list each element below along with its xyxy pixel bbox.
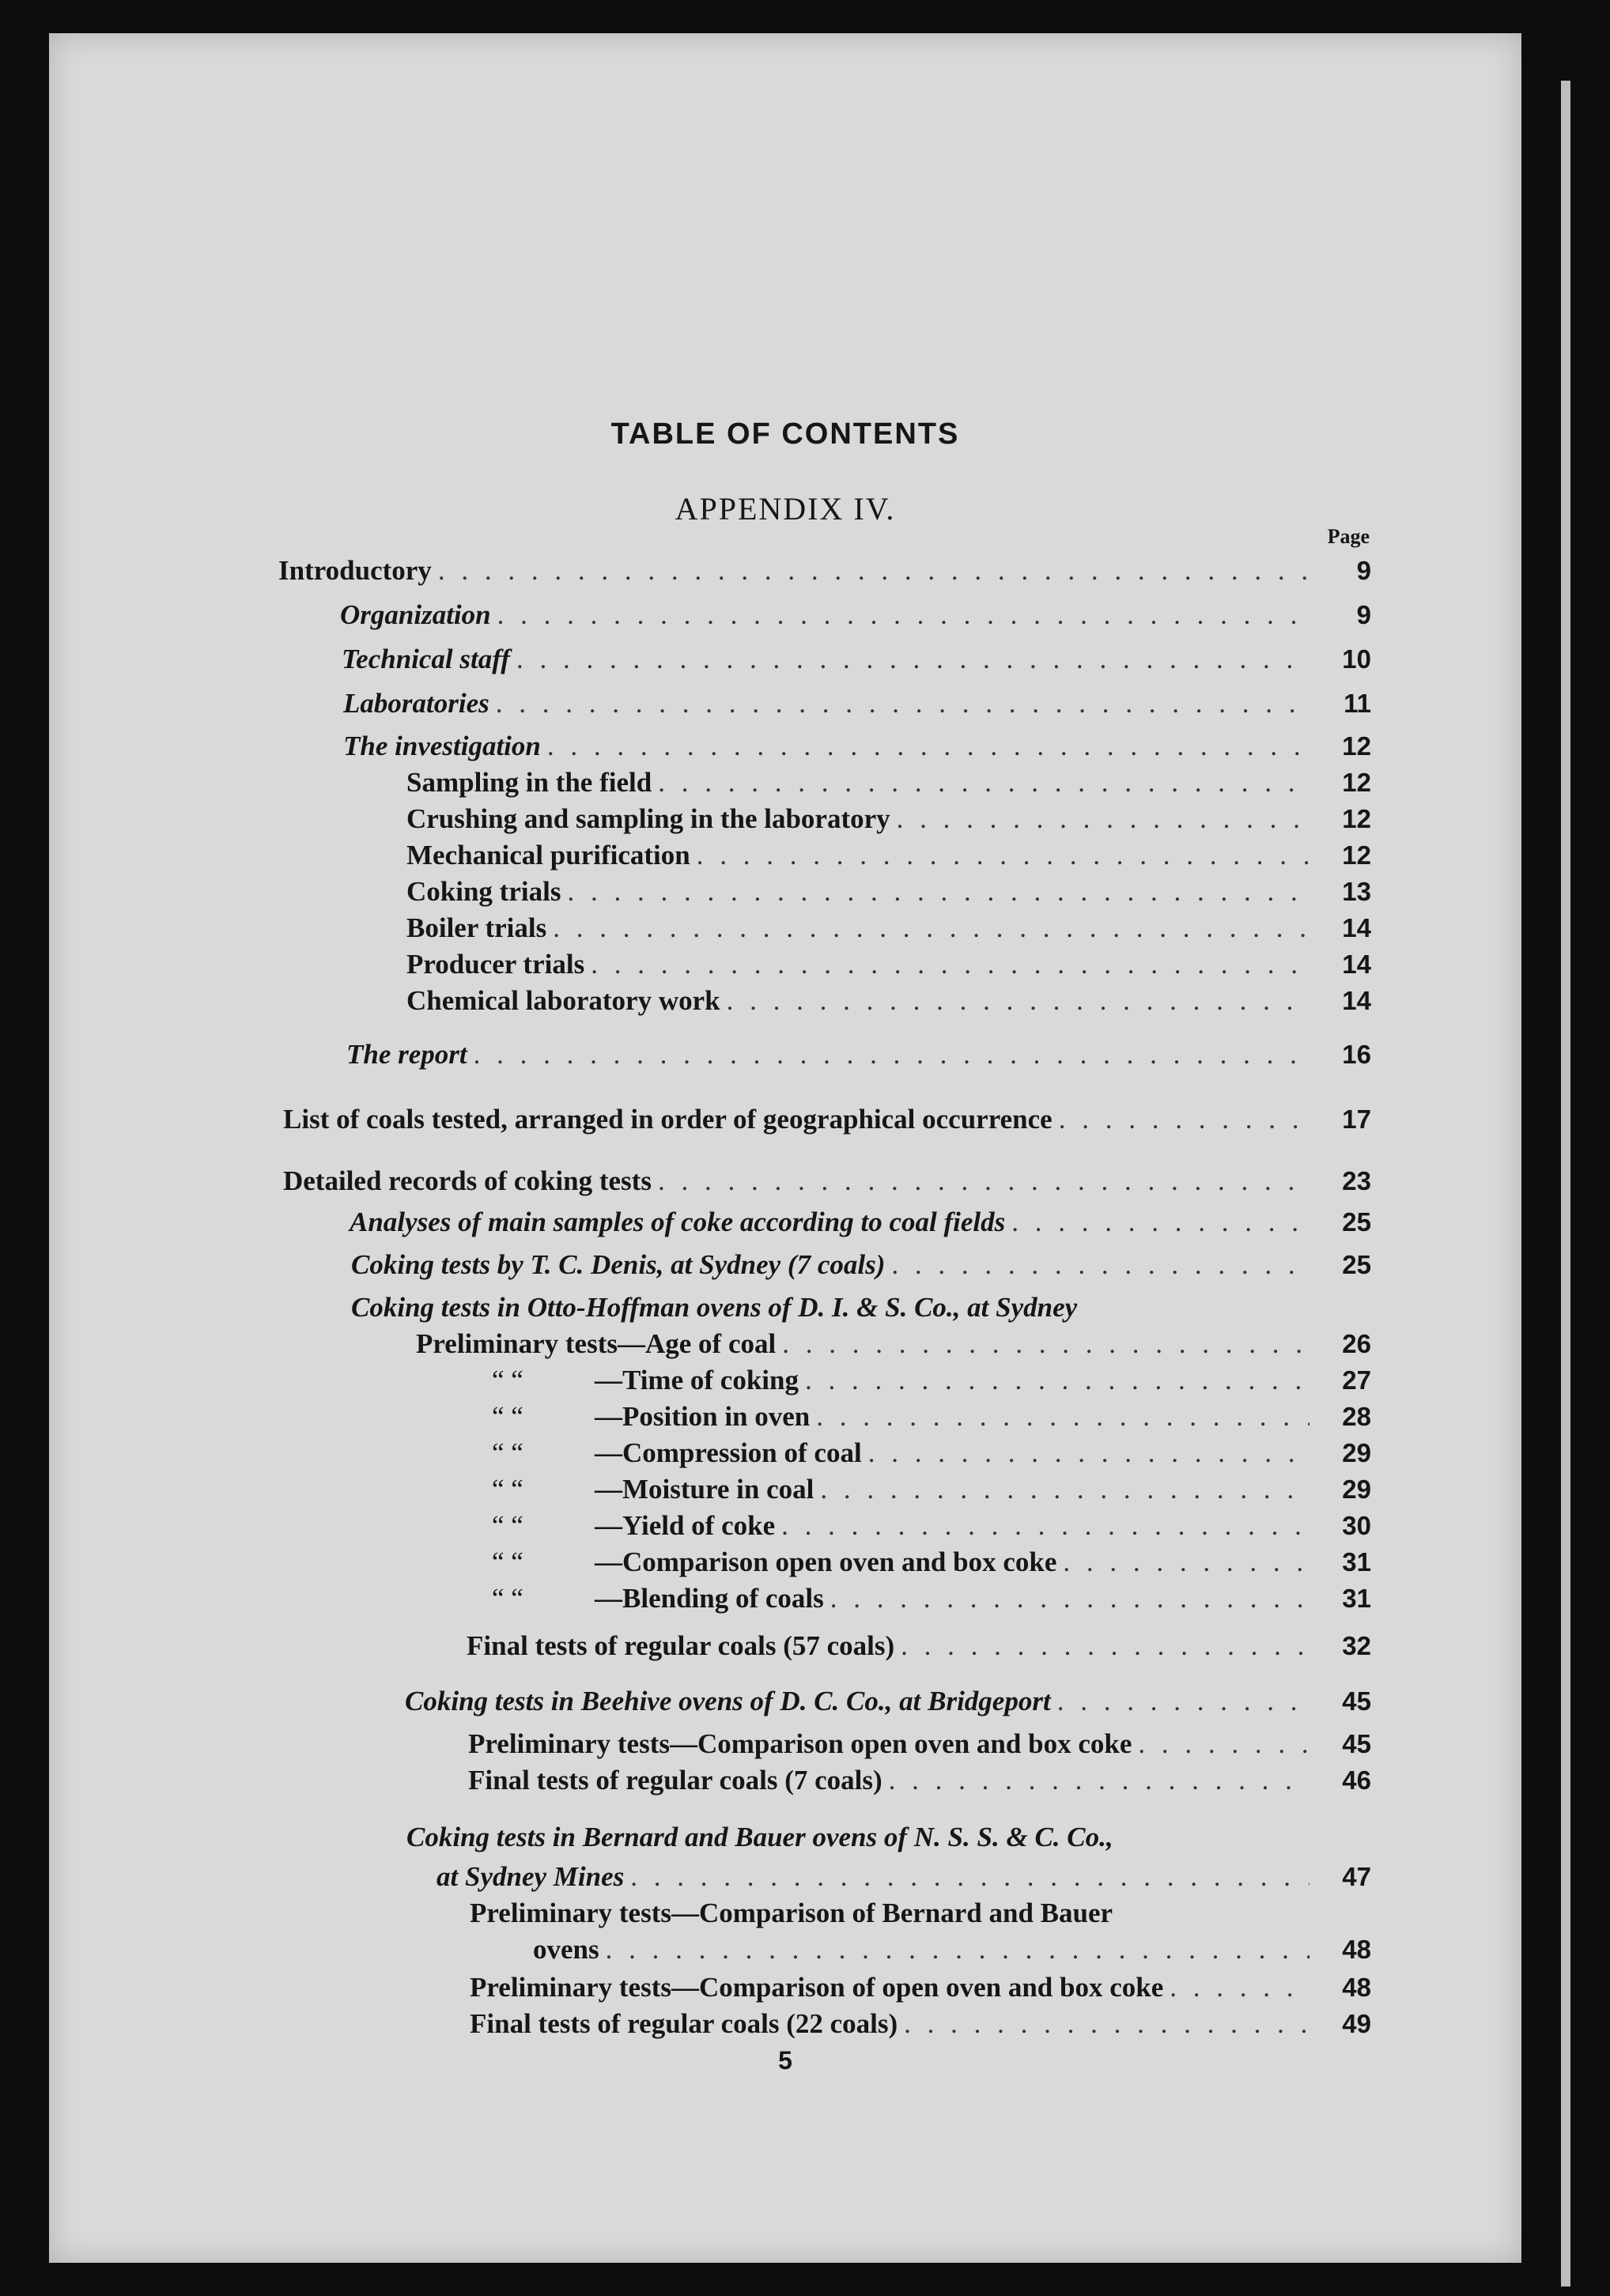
toc-entry-label: Introductory	[278, 555, 432, 586]
dot-leader	[805, 1363, 1310, 1398]
toc-entry-label: Analyses of main samples of coke according to coal fields	[350, 1207, 1006, 1237]
toc-entry-page: 30	[1342, 1511, 1371, 1540]
dot-leader	[658, 765, 1310, 800]
toc-entry-label: Preliminary tests—Age of coal	[416, 1328, 777, 1359]
toc-entry-label: —Comparison open oven and box coke	[595, 1546, 1057, 1577]
toc-entry-page: 11	[1344, 689, 1371, 718]
toc-entry	[405, 1684, 1371, 1719]
page-column-header: Page	[1327, 525, 1370, 548]
toc-entry	[416, 1327, 1371, 1361]
dot-leader	[474, 1037, 1310, 1072]
ditto-marks: “ “	[492, 1510, 523, 1541]
toc-entry	[342, 642, 1371, 677]
toc-entry	[470, 1970, 1371, 2005]
toc-entry	[492, 1545, 1371, 1580]
toc-entry-label: The report	[346, 1039, 467, 1070]
toc-title: TABLE OF CONTENTS	[610, 417, 960, 451]
ditto-marks: “ “	[492, 1583, 523, 1614]
dot-leader	[496, 686, 1310, 721]
dot-leader	[901, 1629, 1310, 1663]
toc-entry-page: 23	[1342, 1166, 1371, 1195]
toc-entry-label: Laboratories	[343, 688, 489, 719]
dot-leader	[891, 1248, 1310, 1282]
toc-entry-page: 9	[1356, 556, 1371, 585]
appendix-title: APPENDIX IV.	[675, 491, 896, 527]
toc-entry-label: Preliminary tests—Comparison of open oven and box coke	[470, 1972, 1164, 2003]
toc-entry-page: 14	[1342, 950, 1371, 979]
ditto-marks: “ “	[492, 1546, 523, 1577]
toc-entry	[350, 1205, 1371, 1240]
toc-entry	[406, 802, 1371, 836]
toc-entry-label: Preliminary tests—Comparison open oven and box coke	[468, 1728, 1132, 1759]
dot-leader	[782, 1327, 1310, 1361]
toc-entry-label: Mechanical purification	[406, 840, 690, 870]
toc-entry-page: 28	[1342, 1402, 1371, 1431]
toc-entry-page: 13	[1342, 877, 1371, 906]
dot-leader	[889, 1763, 1310, 1798]
toc-entry-label: Coking tests by T. C. Denis, at Sydney (7 coals)	[351, 1249, 886, 1280]
dot-leader	[1059, 1102, 1310, 1137]
ditto-marks: “ “	[492, 1474, 523, 1505]
dot-leader	[516, 642, 1310, 677]
toc-entry-page: 12	[1342, 768, 1371, 797]
toc-entry-page: 45	[1342, 1729, 1371, 1758]
document-page	[49, 33, 1521, 2263]
dot-leader	[1170, 1970, 1310, 2005]
dot-leader	[591, 947, 1310, 982]
toc-entry-page: 12	[1342, 804, 1371, 833]
dot-leader	[658, 1164, 1310, 1199]
toc-entry	[351, 1248, 1371, 1282]
toc-entry-page: 31	[1342, 1584, 1371, 1613]
toc-entry	[467, 1629, 1371, 1663]
toc-entry-label: Final tests of regular coals (57 coals)	[467, 1630, 895, 1661]
dot-leader	[497, 598, 1310, 633]
toc-entry	[346, 1037, 1371, 1072]
toc-entry	[343, 729, 1371, 764]
toc-entry-label: —Compression of coal	[595, 1437, 862, 1468]
toc-entry-label: at Sydney Mines	[437, 1861, 625, 1892]
toc-entry	[468, 1727, 1371, 1762]
dot-leader	[606, 1932, 1310, 1967]
toc-entry	[283, 1102, 1371, 1137]
toc-entry-label: Coking trials	[406, 876, 561, 907]
toc-entry	[406, 874, 1371, 909]
toc-entry-page: 12	[1342, 840, 1371, 870]
toc-entry	[437, 1860, 1371, 1894]
toc-entry-page: 26	[1342, 1329, 1371, 1358]
toc-entry	[492, 1363, 1371, 1398]
toc-entry-label: Boiler trials	[406, 912, 547, 943]
ditto-marks: “ “	[492, 1401, 523, 1432]
toc-entry-page: 14	[1342, 986, 1371, 1015]
toc-entry-page: 29	[1342, 1438, 1371, 1467]
toc-entry-page: 12	[1342, 731, 1371, 761]
dot-leader	[897, 802, 1310, 836]
toc-entry-page: 49	[1342, 2009, 1371, 2038]
dot-leader	[904, 2007, 1310, 2041]
dot-leader	[781, 1509, 1310, 1543]
dot-leader	[868, 1436, 1310, 1471]
toc-entry-page: 32	[1342, 1631, 1371, 1660]
toc-entry	[470, 1896, 1289, 1931]
toc-entry-page: 14	[1342, 913, 1371, 942]
page-edge	[1561, 81, 1570, 2287]
toc-entry	[406, 765, 1371, 800]
toc-entry	[492, 1399, 1371, 1434]
toc-entry-label: ovens	[533, 1934, 599, 1965]
dot-leader	[820, 1472, 1310, 1507]
toc-entry	[492, 1472, 1371, 1507]
toc-entry	[343, 686, 1371, 721]
toc-entry-label: —Time of coking	[595, 1365, 799, 1395]
dot-leader	[438, 553, 1310, 588]
dot-leader	[547, 729, 1310, 764]
dot-leader	[727, 984, 1310, 1018]
toc-entry-page: 47	[1342, 1862, 1371, 1891]
toc-entry-page: 10	[1342, 644, 1371, 674]
ditto-marks: “ “	[492, 1365, 523, 1395]
toc-entry	[340, 598, 1371, 633]
toc-entry-page: 46	[1342, 1765, 1371, 1795]
toc-entry	[283, 1164, 1371, 1199]
toc-entry-label: Preliminary tests—Comparison of Bernard and Bauer	[470, 1898, 1113, 1928]
ditto-marks: “ “	[492, 1437, 523, 1468]
toc-entry-label: —Moisture in coal	[595, 1474, 814, 1505]
dot-leader	[697, 838, 1310, 873]
toc-entry-page: 9	[1356, 600, 1371, 629]
toc-entry-label: Producer trials	[406, 949, 585, 980]
toc-entry-label: Sampling in the field	[406, 767, 652, 798]
toc-entry-page: 27	[1342, 1365, 1371, 1395]
toc-entry	[533, 1932, 1371, 1967]
toc-entry-label: Organization	[340, 599, 491, 630]
toc-entry	[406, 911, 1371, 946]
toc-entry	[406, 838, 1371, 873]
toc-entry-label: Crushing and sampling in the laboratory	[406, 803, 890, 834]
toc-entry	[492, 1509, 1371, 1543]
toc-entry-page: 25	[1342, 1207, 1371, 1237]
dot-leader	[567, 874, 1310, 909]
toc-entry	[278, 553, 1371, 588]
dot-leader	[1138, 1727, 1310, 1762]
toc-entry	[492, 1581, 1371, 1616]
toc-entry-page: 45	[1342, 1686, 1371, 1716]
toc-entry-label: Chemical laboratory work	[406, 985, 720, 1016]
table-of-contents	[49, 33, 1521, 2263]
dot-leader	[553, 911, 1310, 946]
dot-leader	[830, 1581, 1310, 1616]
toc-entry-label: The investigation	[343, 731, 541, 761]
toc-entry	[406, 984, 1371, 1018]
toc-entry-label: List of coals tested, arranged in order of geographical occurrence	[283, 1104, 1053, 1135]
toc-entry-label: Detailed records of coking tests	[283, 1165, 652, 1196]
toc-entry-page: 48	[1342, 1935, 1371, 1964]
dot-leader	[1011, 1205, 1310, 1240]
toc-entry	[470, 2007, 1371, 2041]
toc-entry-page: 16	[1342, 1040, 1371, 1069]
toc-section-heading: Coking tests in Bernard and Bauer ovens of N. S. S. & C. Co.,	[406, 1822, 1113, 1852]
toc-entry-label: —Blending of coals	[595, 1583, 824, 1614]
dot-leader	[1057, 1684, 1310, 1719]
toc-entry-label: Coking tests in Beehive ovens of D. C. Co., at Bridgeport	[405, 1686, 1051, 1716]
dot-leader	[1063, 1545, 1310, 1580]
toc-entry-label: Technical staff	[342, 644, 510, 674]
page-number: 5	[778, 2046, 792, 2075]
toc-entry-label: —Position in oven	[595, 1401, 811, 1432]
dot-leader	[630, 1860, 1310, 1894]
toc-entry	[406, 947, 1371, 982]
toc-entry-label: —Yield of coke	[595, 1510, 776, 1541]
toc-entry-page: 31	[1342, 1547, 1371, 1577]
toc-entry	[468, 1763, 1371, 1798]
toc-entry-page: 29	[1342, 1475, 1371, 1504]
toc-entry-label: Final tests of regular coals (22 coals)	[470, 2008, 898, 2039]
toc-entry-page: 17	[1342, 1105, 1371, 1134]
toc-entry-label: Final tests of regular coals (7 coals)	[468, 1765, 882, 1796]
toc-entry-page: 48	[1342, 1973, 1371, 2002]
toc-entry-page: 25	[1342, 1250, 1371, 1279]
toc-entry	[492, 1436, 1371, 1471]
dot-leader	[816, 1399, 1310, 1434]
toc-section-heading: Coking tests in Otto-Hoffman ovens of D. I. & S. Co., at Sydney	[351, 1292, 1078, 1323]
